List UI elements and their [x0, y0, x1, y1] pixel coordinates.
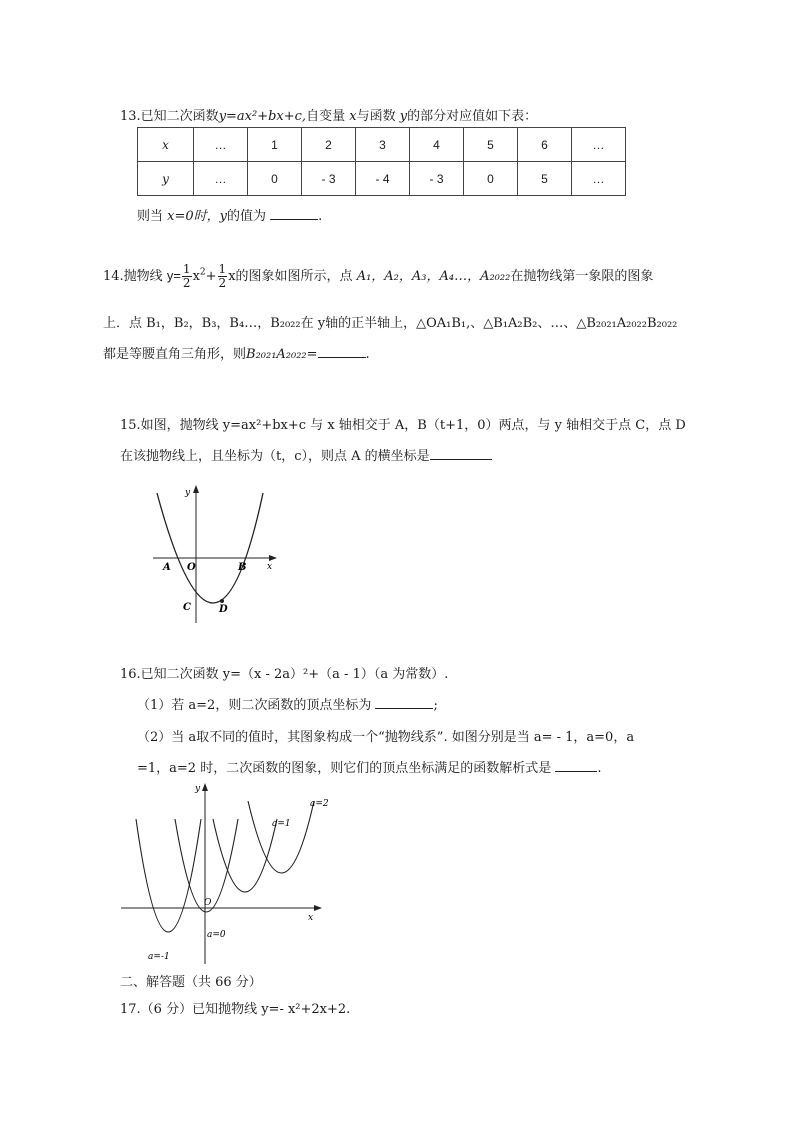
q16-part1-text: （1）若 a=2，则二次函数的顶点坐标为: [137, 698, 372, 713]
q16-part2-blank[interactable]: [555, 759, 597, 772]
label-a-2: a=2: [310, 799, 329, 809]
q15-answer-blank[interactable]: [430, 447, 492, 460]
q13-intro-d: 的部分对应值如下表：: [407, 109, 538, 124]
q14-exp: 2: [199, 267, 206, 278]
q14-line1-rest: 的图象如图所示，点: [235, 269, 353, 284]
label-a-neg1: a=-1: [148, 952, 170, 962]
q13-answer-suffix: 的值为: [227, 209, 267, 224]
table-cell: …: [572, 128, 626, 162]
parabola-curve: [157, 493, 263, 603]
x-axis-arrow: [314, 905, 322, 911]
q14-fraction-2: [218, 263, 228, 290]
q14-line1: [103, 262, 653, 291]
label-b: B: [238, 562, 247, 573]
q13-formula: y=ax²+bx+c,: [218, 109, 307, 124]
q14-y-eq: y=: [166, 268, 181, 283]
q16-figure: [118, 779, 343, 969]
label-d: D: [219, 604, 228, 615]
label-a: A: [163, 562, 171, 573]
q13-stem: [120, 105, 537, 124]
label-o: O: [204, 898, 212, 908]
table-cell: 0: [464, 162, 518, 196]
q15-line1: 15.如图，抛物线 y=ax²+bx+c 与 x 轴相交于 A，B（t+1，0）两点，与 y 轴相交于点 C，点 D: [120, 418, 686, 433]
q14-line3-seg: B₂₀₂₁A₂₀₂₂=: [246, 347, 318, 362]
label-a-1: a=1: [272, 819, 291, 829]
q15-line2-text: 在该抛物线上，且坐标为（t，c），则点 A 的横坐标是: [120, 449, 430, 464]
q14-num: 14.抛物线: [103, 269, 163, 284]
q14-line3-a: 都是等腰直角三角形，则: [103, 347, 247, 362]
q16-line1: 16.已知二次函数 y=（x - 2a）²+（a - 1）（a 为常数）.: [120, 667, 449, 682]
q14-line3-end: .: [365, 347, 370, 362]
table-cell: 5: [464, 128, 518, 162]
q14-points-a: A₁，A₂，A₃，A₄…，A₂₀₂₂: [356, 269, 511, 284]
table-cell: …: [194, 128, 248, 162]
table-cell: 1: [248, 128, 302, 162]
q16-part1-blank[interactable]: [375, 696, 433, 709]
q13-answer-line: [137, 205, 322, 224]
section-title: 二、解答题（共 66 分）: [120, 975, 262, 990]
label-x: x: [267, 562, 273, 572]
q14-f2-den: 2: [218, 276, 227, 290]
table-cell: - 4: [356, 162, 410, 196]
q13-var-y: y: [399, 109, 408, 124]
q13-answer-cond: x=0时，: [167, 209, 220, 224]
q13-answer-prompt: 则当: [137, 209, 164, 224]
label-c: C: [183, 602, 191, 613]
q14-fraction-1: [182, 263, 192, 290]
table-cell: 5: [518, 162, 572, 196]
y-axis-arrow: [193, 485, 199, 493]
q14-x1: x: [228, 269, 236, 284]
table-cell: y: [138, 162, 194, 196]
table-row: [138, 162, 626, 196]
table-cell: 3: [356, 128, 410, 162]
q13-answer-end: .: [318, 209, 323, 224]
table-cell: - 3: [410, 162, 464, 196]
y-axis-arrow: [202, 783, 208, 791]
parabola-a-2: [248, 801, 314, 873]
q16-part1: [137, 694, 438, 713]
q14-line2: 上．点 B₁，B₂，B₃，B₄…，B₂₀₂₂在 y轴的正半轴上，△OA₁B₁,、△B₁A₂B₂、…、△B₂₀₂₁A₂₀₂₂B₂₀₂₂: [103, 316, 678, 331]
q13-value-table: [137, 127, 626, 196]
table-cell: - 3: [302, 162, 356, 196]
label-y: y: [195, 784, 201, 794]
label-a-0: a=0: [207, 930, 226, 940]
q13-intro: 13.已知二次函数: [120, 109, 219, 124]
q14-line1-end: 在抛物线第一象限的图象: [510, 269, 654, 284]
table-cell: 2: [302, 128, 356, 162]
q15-figure: [145, 483, 285, 628]
q14-x2: x: [192, 269, 200, 284]
parabola-a-neg1: [136, 819, 201, 932]
label-o: O: [187, 562, 196, 573]
q14-f2-num: 1: [218, 262, 227, 276]
table-cell: 0: [248, 162, 302, 196]
q16-part1-end: ;: [433, 698, 438, 713]
q13-var-x: x: [349, 109, 357, 124]
label-x: x: [308, 913, 314, 923]
q16-part2-line2: [137, 757, 602, 776]
q13-answer-var: y: [219, 209, 228, 224]
q16-part2-text: =1，a=2 时，二次函数的图象，则它们的顶点坐标满足的函数解析式是: [137, 761, 552, 776]
table-cell: 6: [518, 128, 572, 162]
label-y: y: [185, 488, 191, 498]
q13-intro-b: 自变量: [306, 109, 346, 124]
q14-answer-blank[interactable]: [318, 345, 366, 358]
table-cell: x: [138, 128, 194, 162]
q15-line2: [120, 445, 492, 464]
q13-answer-blank[interactable]: [270, 207, 318, 220]
table-row: [138, 128, 626, 162]
q17-stem: 17.（6 分）已知抛物线 y=- x²+2x+2.: [120, 1002, 351, 1017]
q13-intro-c: 与函数: [356, 109, 396, 124]
q14-line3: [103, 343, 370, 362]
table-cell: 4: [410, 128, 464, 162]
q14-f1-den: 2: [182, 276, 191, 290]
q14-f1-num: 1: [182, 262, 191, 276]
table-cell: …: [572, 162, 626, 196]
parabola-a-1: [213, 819, 277, 892]
q16-part2-line1: （2）当 a取不同的值时，其图象构成一个“抛物线系”. 如图分别是当 a= - 1，a=0，a: [137, 730, 635, 745]
x-axis-arrow: [269, 555, 277, 561]
table-cell: …: [194, 162, 248, 196]
q14-plus: +: [205, 269, 217, 284]
q16-part2-end: .: [597, 761, 602, 776]
point-d-marker: [220, 599, 224, 603]
